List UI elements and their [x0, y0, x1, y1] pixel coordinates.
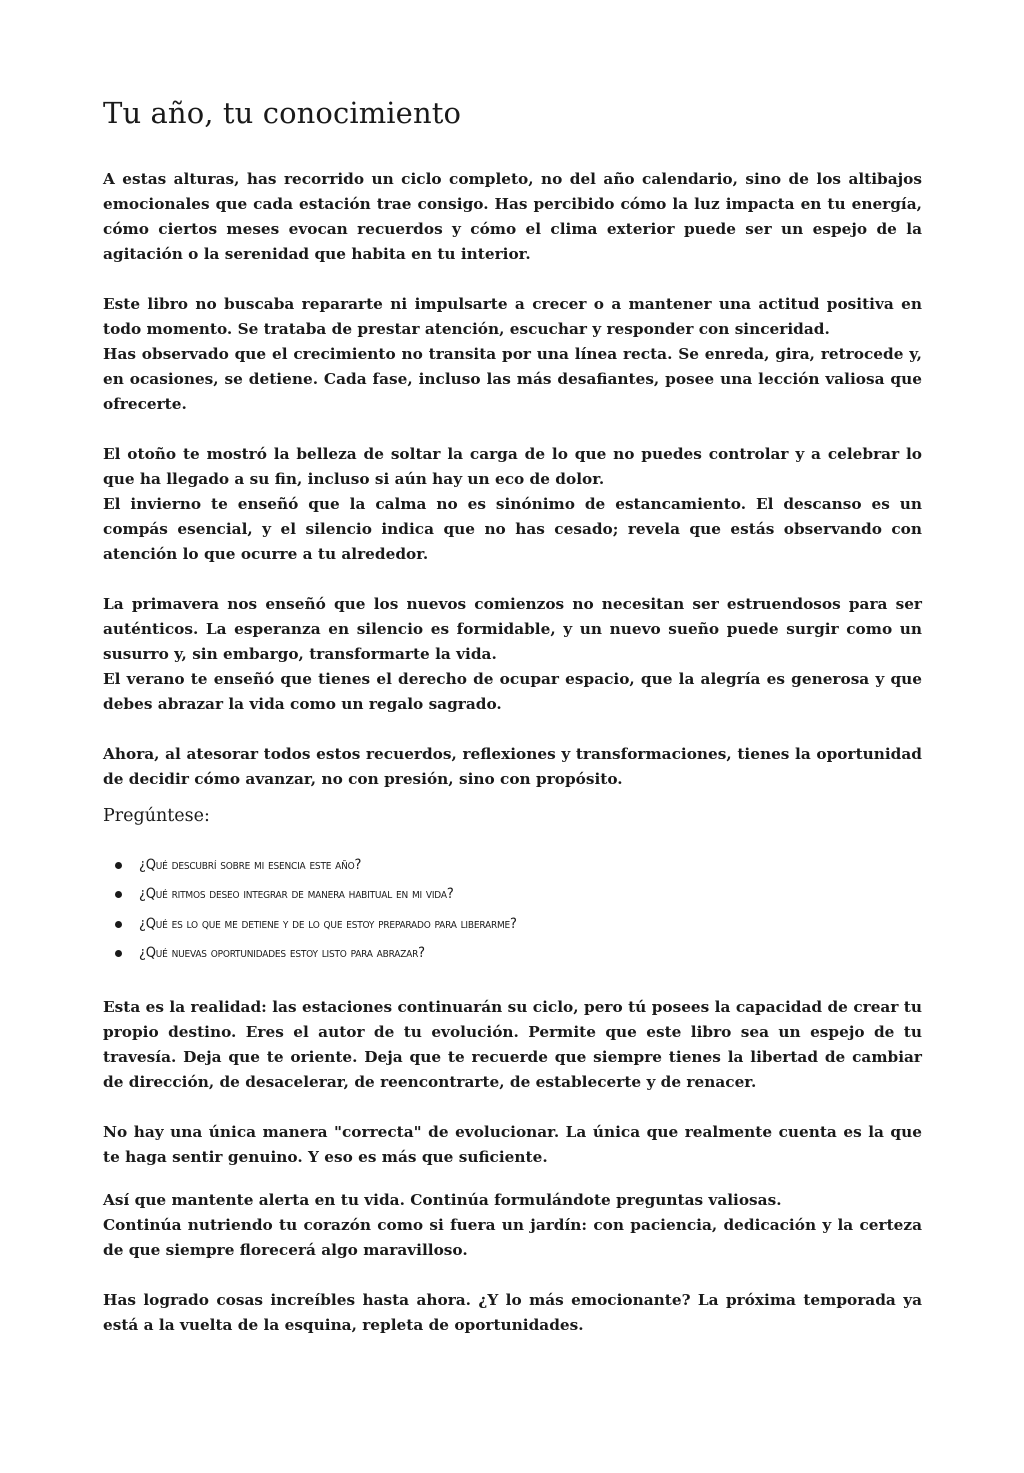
bullet-icon [115, 950, 122, 957]
bullet-icon [115, 891, 122, 898]
paragraph-winter: El invierno te enseñó que la calma no es sinónimo de estancamiento. El descanso es un compás esencial, y el silencio indica que no has cesado; revela que estás observando con atención lo que ocurre a tu alrededor. [103, 494, 922, 563]
document-page [103, 96, 922, 1338]
paragraph-autumn: El otoño te mostró la belleza de soltar la carga de lo que no puedes controlar y a celebrar lo que ha llegado a su fin, incluso si aún hay un eco de dolor. [103, 444, 922, 488]
list-item [103, 852, 922, 882]
paragraph-summer: El verano te enseñó que tienes el derecho de ocupar espacio, que la alegría es generosa y que debes abrazar la vida como un regalo sagrado. [103, 669, 922, 713]
bullet-icon [115, 921, 122, 928]
paragraph-next-season: Has logrado cosas increíbles hasta ahora. ¿Y lo más emocionante? La próxima temporada ya está a la vuelta de la esquina, repleta de oportunidades. [103, 1290, 922, 1334]
question-list [103, 852, 922, 970]
question-text: ¿Qué es lo que me detiene y de lo que estoy preparado para liberarme? [139, 915, 517, 932]
list-item [103, 881, 922, 911]
paragraph-now: Ahora, al atesorar todos estos recuerdos, reflexiones y transformaciones, tienes la oportunidad de decidir cómo avanzar, no con presión, sino con propósito. [103, 744, 922, 788]
paragraph-spring: La primavera nos enseñó que los nuevos comienzos no necesitan ser estruendosos para ser auténticos. La esperanza en silencio es formidable, y un nuevo sueño puede surgir como un susurro y, sin embargo, transformarte la vida. [103, 594, 922, 663]
paragraph-growth: Has observado que el crecimiento no transita por una línea recta. Se enreda, gira, retrocede y, en ocasiones, se detiene. Cada fase, incluso las más desafiantes, posee una lección valiosa que ofrecerte. [103, 344, 922, 413]
paragraph-no-correct-way: No hay una única manera "correcta" de evolucionar. La única que realmente cuenta es la que te haga sentir genuino. Y eso es más que suficiente. [103, 1122, 922, 1166]
paragraph-book-purpose: Este libro no buscaba repararte ni impulsarte a crecer o a mantener una actitud positiva en todo momento. Se trataba de prestar atención, escuchar y responder con sinceridad. [103, 294, 922, 338]
paragraph-reality: Esta es la realidad: las estaciones continuarán su ciclo, pero tú posees la capacidad de crear tu propio destino. Eres el autor de tu evolución. Permite que este libro sea un espejo de tu travesía. Deja que te oriente. Deja que te recuerde que siempre tienes la libertad de cambiar de dirección, de desacelerar, de reencontrarte, de establecerte y de renacer. [103, 997, 922, 1091]
question-text: ¿Qué ritmos deseo integrar de manera habitual en mi vida? [139, 886, 454, 903]
list-item [103, 911, 922, 941]
paragraph-stay-alert: Así que mantente alerta en tu vida. Continúa formulándote preguntas valiosas. [103, 1190, 782, 1209]
bullet-icon [115, 862, 122, 869]
list-item [103, 940, 922, 970]
paragraph-intro: A estas alturas, has recorrido un ciclo completo, no del año calendario, sino de los altibajos emocionales que cada estación trae consigo. Has percibido cómo la luz impacta en tu energía, cómo ciertos meses evocan recuerdos y cómo el clima exterior puede ser un espejo de la agitación o la serenidad que habita en tu interior. [103, 169, 922, 263]
page-title: Tu año, tu conocimiento [103, 96, 462, 130]
paragraph-garden: Continúa nutriendo tu corazón como si fuera un jardín: con paciencia, dedicación y la certeza de que siempre florecerá algo maravilloso. [103, 1215, 922, 1259]
question-text: ¿Qué descubrí sobre mi esencia este año? [139, 856, 362, 873]
question-text: ¿Qué nuevas oportunidades estoy listo para abrazar? [139, 945, 425, 962]
ask-heading: Pregúntese: [103, 805, 210, 826]
